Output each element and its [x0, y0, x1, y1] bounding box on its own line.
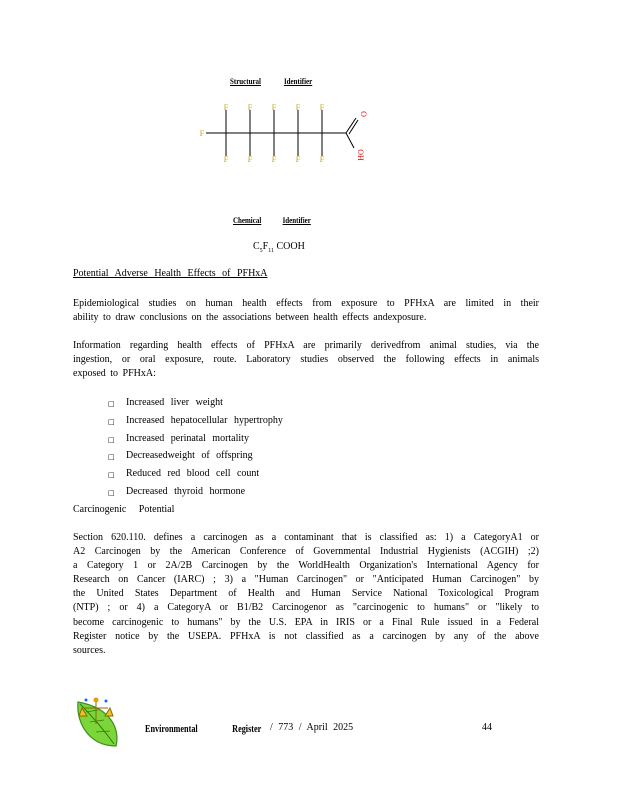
- checkbox-bullet-icon: □: [108, 471, 115, 480]
- footer-issue-text: / 773 / April 2025: [270, 722, 354, 733]
- page-number-text: 44: [482, 722, 492, 733]
- heading-word: Identifier: [282, 215, 311, 225]
- checkbox-bullet-icon: □: [108, 488, 115, 497]
- checkbox-bullet-icon: □: [108, 453, 115, 462]
- section-title-carcinogenic: [73, 504, 174, 515]
- paragraph-line: ability to draw conclusions on the associations between health effects andexposure.: [73, 312, 427, 323]
- formula-subscript: 11: [268, 248, 275, 254]
- fluorine-atom-label: F: [319, 155, 325, 164]
- pfhxa-structure-diagram: [196, 100, 386, 175]
- fluorine-atom-label: F: [223, 103, 229, 112]
- paragraph-carcinogen-definition: [73, 531, 539, 658]
- list-item: [108, 431, 283, 449]
- footer-word: Environmental: [145, 724, 198, 735]
- paragraph-line: A2 Carcinogen by the American Conference of Governmental Industrial Hygienists (ACGIH) ;2): [73, 546, 539, 558]
- checkbox-bullet-icon: □: [108, 435, 115, 444]
- footer-word: Register: [232, 724, 262, 735]
- hydroxyl-group-label: OH: [356, 149, 365, 161]
- fluorine-atom-label: F: [247, 103, 253, 112]
- list-item-text: Increased perinatal mortality: [126, 432, 249, 444]
- paragraph-line: Information regarding health effects of PFHxA are primarily derivedfrom animal studies, via the: [73, 340, 539, 351]
- hydroxyl-bond: [346, 133, 354, 148]
- paragraph-line: (NTP) ; or 4) a CategoryA or B1/B2 Carcinogenor as "carcinogenic to humans" or "likely to: [73, 602, 539, 614]
- list-item: [108, 395, 283, 413]
- paragraph-line: ingestion, or oral exposure, route. Laboratory studies observed the following effects in animals: [73, 354, 539, 365]
- paragraph-line: a Category 1 or 2A/2B Carcinogen by the WorldHealth Organization's International Agency for: [73, 560, 539, 572]
- list-item-text: Decreasedweight of offspring: [126, 450, 253, 462]
- environmental-register-logo: [72, 694, 124, 750]
- paragraph-animal-studies: [73, 339, 539, 381]
- fluorine-atom-label: F: [295, 155, 301, 164]
- formula-tail: COOH: [274, 241, 305, 252]
- fluorine-atom-label: F: [319, 103, 325, 112]
- section-title-text: Potential Adverse Health Effects of PFHxA: [73, 268, 268, 279]
- section-title-text: Carcinogenic Potential: [73, 504, 175, 515]
- paragraph-line: Epidemiological studies on human health effects from exposure to PFHxA are limited in their: [73, 298, 539, 309]
- list-item-text: Reduced red blood cell count: [126, 468, 260, 480]
- fluorine-atom-label: F: [295, 103, 301, 112]
- paragraph-epidemiological: [73, 297, 539, 325]
- list-item-text: Increased hepatocellular hypertrophy: [126, 414, 283, 426]
- oxygen-atom-label: O: [359, 111, 368, 117]
- paragraph-line: become carcinogenic to humans" by the U.S. EPA in IRIS or a Final Rule issued in a Federal: [73, 616, 539, 628]
- list-item: [108, 466, 283, 484]
- chemical-formula: [253, 241, 305, 254]
- list-item-text: Decreased thyroid hormone: [126, 485, 246, 497]
- list-item: [108, 413, 283, 431]
- list-item: [108, 484, 283, 502]
- fluorine-atom-label: F: [247, 155, 253, 164]
- checkbox-bullet-icon: □: [108, 417, 115, 426]
- fluorine-atom-label: F: [271, 155, 277, 164]
- heading-word: Structural: [230, 76, 261, 86]
- formula-element: F: [262, 241, 269, 252]
- paragraph-line: exposed to PFHxA:: [73, 368, 156, 379]
- list-item-text: Increased liver weight: [126, 397, 223, 408]
- footer-issue: [270, 722, 353, 733]
- checkbox-bullet-icon: □: [108, 400, 115, 408]
- paragraph-line: Section 620.110. defines a carcinogen as a contaminant that is classified as: 1) a CategoryA1 or: [73, 532, 539, 543]
- fluorine-atom-label: F: [199, 129, 205, 138]
- structural-identifier-heading: [230, 76, 345, 86]
- page-number: [482, 722, 492, 733]
- formula-element: C: [253, 241, 260, 252]
- paragraph-line: Register notice by the USEPA. PFHxA is not classified as a carcinogen by any of the above: [73, 630, 539, 642]
- paragraph-line: sources.: [73, 644, 106, 656]
- fluorine-atom-label: F: [271, 103, 277, 112]
- list-item: [108, 448, 283, 466]
- paragraph-line: Research on Cancer (IARC) ; 3) a "Human Carcinogen" or "Anticipated Human Carcinogen" by: [73, 574, 539, 586]
- section-title-health-effects: [73, 268, 278, 279]
- footer-publication-name: [145, 724, 261, 735]
- heading-word: Identifier: [283, 76, 313, 86]
- paragraph-line: the United States Department of Health and Human Service National Toxicological Program: [73, 588, 539, 600]
- fluorine-atom-label: F: [223, 155, 229, 164]
- effects-list: [108, 395, 283, 502]
- chemical-identifier-heading: [233, 215, 335, 225]
- formula-subscript: 5: [259, 248, 263, 254]
- heading-word: Chemical: [233, 215, 262, 225]
